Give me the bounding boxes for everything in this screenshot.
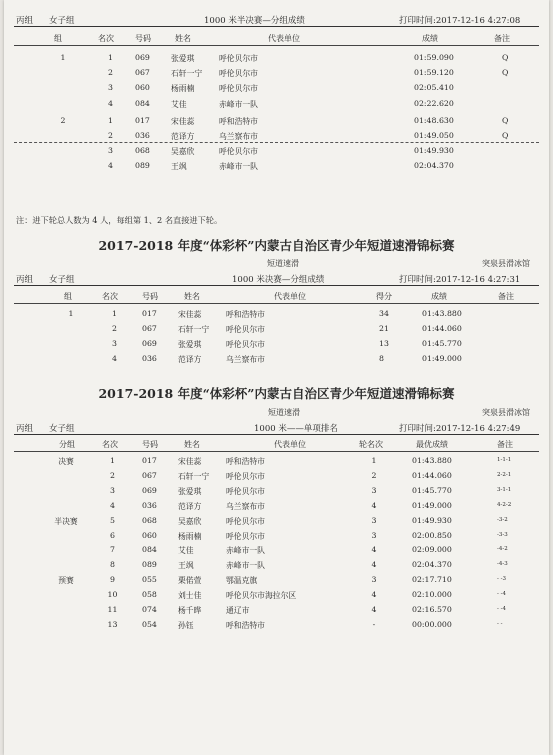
row-number: 067	[135, 68, 150, 77]
row-score: 21	[379, 324, 389, 333]
row-unit: 呼伦贝尔市	[226, 472, 265, 481]
row-number: 060	[135, 83, 150, 92]
row-remark: 1-1-1	[497, 457, 512, 463]
row-number: 017	[142, 456, 157, 465]
col-name: 姓名	[184, 440, 200, 449]
row-name: 王飒	[178, 561, 194, 570]
col-score: 得分	[376, 292, 392, 301]
row-name: 张爱琪	[178, 487, 202, 496]
row-round-rank: 4	[371, 590, 377, 599]
venue-label: 突泉县滑冰馆	[482, 259, 530, 268]
row-remark: Q	[502, 131, 509, 140]
row-number: 084	[135, 99, 150, 108]
print-time: 打印时间:2017-12-16 4:27:08	[399, 16, 521, 26]
row-round-rank: 1	[371, 456, 377, 465]
row-unit: 呼伦贝尔市	[219, 54, 258, 63]
row-group: 决赛	[58, 457, 74, 466]
gender-label: 女子组	[49, 275, 75, 285]
row-name: 石轩一宁	[171, 69, 203, 78]
row-group: 半决赛	[54, 517, 78, 526]
row-round-rank: 4	[371, 545, 377, 554]
row-name: 栗偌萱	[178, 576, 202, 585]
column-rule	[14, 451, 539, 452]
row-name: 范译方	[178, 502, 202, 511]
championship-title: 2017-2018 年度“体彩杯”内蒙古自治区青少年短道速滑锦标赛	[98, 238, 455, 253]
row-number: 074	[142, 605, 157, 614]
row-number: 084	[142, 545, 157, 554]
row-score: 34	[379, 309, 389, 318]
group-label: 丙组	[16, 275, 34, 285]
row-round-rank: 4	[371, 605, 377, 614]
results-sheet	[4, 0, 549, 755]
row-remark: -4-3	[497, 561, 508, 567]
row-number: 036	[142, 354, 157, 363]
row-rank: 10	[107, 590, 118, 599]
row-name: 艾佳	[178, 546, 194, 555]
row-unit: 赤峰市一队	[226, 561, 265, 570]
row-remark: 4-2-2	[497, 502, 512, 508]
row-unit: 呼伦贝尔市	[219, 69, 258, 78]
row-unit: 赤峰市一队	[226, 546, 265, 555]
row-rank: 5	[110, 516, 115, 525]
row-best-result: 00:00.000	[412, 620, 452, 629]
row-name: 王飒	[171, 162, 187, 171]
row-round-rank: 4	[371, 501, 377, 510]
col-name: 姓名	[175, 34, 191, 43]
row-number: 089	[142, 560, 157, 569]
row-rank: 1	[108, 116, 113, 125]
column-rule	[14, 45, 539, 46]
row-rank: 3	[110, 486, 115, 495]
row-rank: 1	[108, 53, 113, 62]
row-rank: 4	[110, 501, 115, 510]
header-rule	[14, 285, 539, 286]
row-rank: 6	[110, 531, 115, 540]
row-unit: 呼伦贝尔市	[226, 532, 265, 541]
row-unit: 呼伦贝尔市	[219, 147, 258, 156]
row-name: 刘士佳	[178, 591, 202, 600]
row-best-result: 02:09.000	[412, 545, 452, 554]
row-remark: - -4	[497, 591, 506, 597]
row-rank: 3	[108, 83, 113, 92]
col-name: 姓名	[184, 292, 200, 301]
row-number: 089	[135, 161, 150, 170]
col-number: 号码	[142, 440, 158, 449]
col-rank: 名次	[102, 440, 118, 449]
row-group: 预赛	[58, 576, 74, 585]
row-unit: 乌兰察布市	[226, 355, 265, 364]
row-rank: 1	[110, 456, 115, 465]
row-name: 艾佳	[171, 100, 187, 109]
row-round-rank: -	[372, 620, 376, 629]
row-number: 058	[142, 590, 157, 599]
row-result: 01:49.050	[414, 131, 454, 140]
row-name: 孙钰	[178, 621, 194, 630]
row-best-result: 01:45.770	[412, 486, 452, 495]
row-number: 054	[142, 620, 157, 629]
col-remark: 备注	[497, 440, 513, 449]
col-rank: 名次	[102, 292, 118, 301]
row-rank: 2	[112, 324, 117, 333]
row-name: 杨雨楠	[178, 532, 202, 541]
row-name: 张爱琪	[178, 340, 202, 349]
row-unit: 呼伦贝尔市	[219, 84, 258, 93]
row-group: 1	[60, 53, 66, 62]
row-remark: - -	[497, 621, 503, 627]
row-result: 01:59.120	[414, 68, 454, 77]
row-name: 范译方	[171, 132, 195, 141]
header-rule	[14, 26, 539, 27]
sport-label: 短道速滑	[267, 259, 299, 268]
col-unit: 代表单位	[274, 440, 306, 449]
row-name: 范译方	[178, 355, 202, 364]
col-unit: 代表单位	[274, 292, 306, 301]
row-best-result: 02:10.000	[412, 590, 452, 599]
row-rank: 8	[110, 560, 115, 569]
row-round-rank: 3	[371, 575, 377, 584]
row-best-result: 02:04.370	[412, 560, 452, 569]
row-name: 宋佳蕊	[178, 310, 202, 319]
col-group: 分组	[59, 440, 75, 449]
row-remark: Q	[502, 116, 509, 125]
row-result: 01:45.770	[422, 339, 462, 348]
col-rank: 名次	[98, 34, 114, 43]
row-round-rank: 2	[371, 471, 377, 480]
row-rank: 4	[108, 161, 113, 170]
row-name: 吴嘉欣	[178, 517, 202, 526]
row-unit: 呼伦贝尔市海拉尔区	[226, 591, 297, 600]
row-round-rank: 3	[371, 516, 377, 525]
row-unit: 乌兰察布市	[219, 132, 258, 141]
row-rank: 3	[108, 146, 113, 155]
row-round-rank: 3	[371, 486, 377, 495]
championship-title: 2017-2018 年度“体彩杯”内蒙古自治区青少年短道速滑锦标赛	[98, 386, 455, 401]
row-name: 石轩一宁	[178, 325, 210, 334]
col-result: 成绩	[431, 292, 447, 301]
row-number: 067	[142, 471, 157, 480]
row-remark: -3-3	[497, 532, 508, 538]
row-group: 2	[60, 116, 66, 125]
group-divider	[14, 142, 539, 143]
print-time: 打印时间:2017-12-16 4:27:31	[399, 275, 521, 285]
row-rank: 13	[107, 620, 118, 629]
row-unit: 呼伦贝尔市	[226, 487, 265, 496]
row-best-result: 02:16.570	[412, 605, 452, 614]
row-number: 067	[142, 324, 157, 333]
column-rule	[14, 303, 539, 304]
row-unit: 呼伦贝尔市	[226, 325, 265, 334]
row-unit: 乌兰察布市	[226, 502, 265, 511]
row-remark: Q	[502, 68, 509, 77]
row-result: 02:04.370	[414, 161, 454, 170]
row-unit: 呼伦贝尔市	[226, 517, 265, 526]
col-remark: 备注	[494, 34, 510, 43]
row-number: 036	[135, 131, 150, 140]
col-round-rank: 轮名次	[359, 440, 383, 449]
row-best-result: 01:44.060	[412, 471, 452, 480]
row-rank: 7	[110, 545, 115, 554]
row-remark: -4-2	[497, 546, 508, 552]
row-best-result: 02:17.710	[412, 575, 452, 584]
group-label: 丙组	[16, 16, 34, 26]
row-result: 01:43.880	[422, 309, 462, 318]
row-result: 01:48.630	[414, 116, 454, 125]
row-unit: 呼和浩特市	[219, 117, 258, 126]
event-title: 1000 米半决赛—分组成绩	[204, 16, 305, 26]
row-unit: 通辽市	[226, 606, 250, 615]
row-number: 036	[142, 501, 157, 510]
venue-label: 突泉县滑冰馆	[482, 408, 530, 417]
sport-label: 短道速滑	[268, 408, 300, 417]
advance-note: 注：进下轮总人数为 4 人，每组第 1、2 名直接进下轮。	[16, 215, 223, 225]
row-unit: 呼和浩特市	[226, 310, 265, 319]
row-score: 8	[379, 354, 384, 363]
row-rank: 1	[112, 309, 117, 318]
event-title: 1000 米决赛—分组成绩	[232, 275, 325, 285]
row-round-rank: 4	[371, 560, 377, 569]
row-unit: 赤峰市一队	[219, 162, 258, 171]
row-remark: -3-2	[497, 517, 508, 523]
row-rank: 4	[112, 354, 117, 363]
row-unit: 鄂温克旗	[226, 576, 258, 585]
row-name: 张爱琪	[171, 54, 195, 63]
col-group: 组	[54, 34, 62, 43]
row-number: 017	[135, 116, 150, 125]
row-number: 068	[135, 146, 150, 155]
col-best-result: 最优成绩	[416, 440, 448, 449]
row-unit: 呼和浩特市	[226, 621, 265, 630]
col-unit: 代表单位	[268, 34, 300, 43]
row-best-result: 01:43.880	[412, 456, 452, 465]
group-label: 丙组	[16, 424, 34, 434]
row-number: 060	[142, 531, 157, 540]
row-best-result: 02:00.850	[412, 531, 452, 540]
row-rank: 2	[108, 68, 113, 77]
col-number: 号码	[142, 292, 158, 301]
event-title: 1000 米——单项排名	[254, 424, 338, 434]
row-best-result: 01:49.930	[412, 516, 452, 525]
gender-label: 女子组	[49, 16, 75, 26]
row-remark: 2-2-1	[497, 472, 512, 478]
header-rule	[14, 434, 539, 435]
gender-label: 女子组	[49, 424, 75, 434]
row-rank: 3	[112, 339, 117, 348]
row-number: 069	[142, 339, 157, 348]
row-unit: 呼和浩特市	[226, 457, 265, 466]
row-result: 01:49.000	[422, 354, 462, 363]
row-result: 01:49.930	[414, 146, 454, 155]
row-number: 069	[135, 53, 150, 62]
row-rank: 9	[110, 575, 115, 584]
row-result: 02:05.410	[414, 83, 454, 92]
row-result: 02:22.620	[414, 99, 454, 108]
row-name: 杨千晔	[178, 606, 202, 615]
col-result: 成绩	[422, 34, 438, 43]
row-remark: - -3	[497, 576, 506, 582]
col-group: 组	[64, 292, 72, 301]
row-rank: 4	[108, 99, 113, 108]
row-name: 宋佳蕊	[171, 117, 195, 126]
row-unit: 赤峰市一队	[219, 100, 258, 109]
row-best-result: 01:49.000	[412, 501, 452, 510]
row-rank: 2	[108, 131, 113, 140]
row-remark: 3-1-1	[497, 487, 512, 493]
row-number: 068	[142, 516, 157, 525]
row-name: 杨雨楠	[171, 84, 195, 93]
row-number: 017	[142, 309, 157, 318]
row-result: 01:44.060	[422, 324, 462, 333]
row-score: 13	[379, 339, 389, 348]
row-number: 055	[142, 575, 157, 584]
row-remark: Q	[502, 53, 509, 62]
row-name: 宋佳蕊	[178, 457, 202, 466]
row-number: 069	[142, 486, 157, 495]
col-number: 号码	[135, 34, 151, 43]
row-result: 01:59.090	[414, 53, 454, 62]
row-group: 1	[68, 309, 74, 318]
row-unit: 呼伦贝尔市	[226, 340, 265, 349]
row-name: 石轩一宁	[178, 472, 210, 481]
row-rank: 2	[110, 471, 115, 480]
row-rank: 11	[107, 605, 118, 614]
col-remark: 备注	[498, 292, 514, 301]
row-remark: - -4	[497, 606, 506, 612]
row-name: 吴嘉欣	[171, 147, 195, 156]
row-round-rank: 3	[371, 531, 377, 540]
print-time: 打印时间:2017-12-16 4:27:49	[399, 424, 521, 434]
